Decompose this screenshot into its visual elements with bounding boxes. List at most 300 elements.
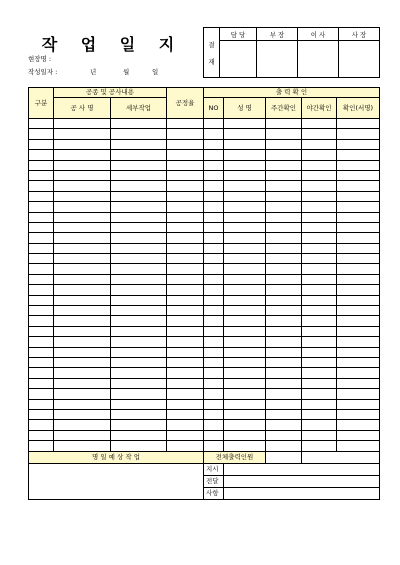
table-cell[interactable] bbox=[266, 129, 302, 139]
table-cell[interactable] bbox=[224, 420, 266, 430]
table-cell[interactable] bbox=[224, 285, 266, 295]
table-cell[interactable] bbox=[29, 139, 54, 149]
table-cell[interactable] bbox=[54, 139, 111, 149]
table-cell[interactable] bbox=[54, 378, 111, 388]
table-cell[interactable] bbox=[54, 430, 111, 440]
table-cell[interactable] bbox=[266, 420, 302, 430]
table-cell[interactable] bbox=[111, 160, 167, 170]
table-cell[interactable] bbox=[167, 368, 204, 378]
table-cell[interactable] bbox=[302, 181, 337, 191]
table-cell[interactable] bbox=[29, 441, 54, 451]
table-cell[interactable] bbox=[224, 378, 266, 388]
table-cell[interactable] bbox=[54, 129, 111, 139]
table-cell[interactable] bbox=[224, 316, 266, 326]
table-cell[interactable] bbox=[266, 222, 302, 232]
table-cell[interactable] bbox=[111, 129, 167, 139]
table-cell[interactable] bbox=[302, 191, 337, 201]
notes-line[interactable] bbox=[224, 475, 380, 487]
table-cell[interactable] bbox=[337, 441, 380, 451]
table-cell[interactable] bbox=[224, 254, 266, 264]
table-cell[interactable] bbox=[167, 285, 204, 295]
table-cell[interactable] bbox=[302, 306, 337, 316]
table-cell[interactable] bbox=[204, 389, 224, 399]
table-cell[interactable] bbox=[29, 254, 54, 264]
table-cell[interactable] bbox=[302, 399, 337, 409]
table-row bbox=[29, 441, 380, 451]
footer-blank[interactable] bbox=[302, 451, 380, 463]
table-cell[interactable] bbox=[266, 441, 302, 451]
table-cell[interactable] bbox=[337, 264, 380, 274]
table-cell[interactable] bbox=[266, 295, 302, 305]
table-cell[interactable] bbox=[167, 399, 204, 409]
table-cell[interactable] bbox=[167, 212, 204, 222]
approval-sign-cell[interactable] bbox=[257, 41, 298, 78]
table-cell[interactable] bbox=[266, 274, 302, 284]
table-cell[interactable] bbox=[302, 389, 337, 399]
table-cell[interactable] bbox=[167, 202, 204, 212]
table-cell[interactable] bbox=[224, 368, 266, 378]
table-cell[interactable] bbox=[204, 326, 224, 336]
table-cell[interactable] bbox=[204, 222, 224, 232]
table-cell[interactable] bbox=[167, 441, 204, 451]
table-cell[interactable] bbox=[266, 233, 302, 243]
table-cell[interactable] bbox=[204, 368, 224, 378]
table-cell[interactable] bbox=[224, 243, 266, 253]
table-cell[interactable] bbox=[337, 368, 380, 378]
table-cell[interactable] bbox=[224, 295, 266, 305]
table-cell[interactable] bbox=[29, 409, 54, 419]
table-cell[interactable] bbox=[111, 409, 167, 419]
table-cell[interactable] bbox=[111, 285, 167, 295]
table-cell[interactable] bbox=[204, 295, 224, 305]
table-cell[interactable] bbox=[337, 254, 380, 264]
table-cell[interactable] bbox=[29, 337, 54, 347]
table-cell[interactable] bbox=[29, 430, 54, 440]
table-cell[interactable] bbox=[29, 368, 54, 378]
table-cell[interactable] bbox=[29, 150, 54, 160]
table-cell[interactable] bbox=[204, 399, 224, 409]
table-cell[interactable] bbox=[54, 399, 111, 409]
table-cell[interactable] bbox=[204, 420, 224, 430]
table-cell[interactable] bbox=[302, 347, 337, 357]
table-cell[interactable] bbox=[204, 337, 224, 347]
table-cell[interactable] bbox=[29, 357, 54, 367]
table-cell[interactable] bbox=[337, 295, 380, 305]
table-cell[interactable] bbox=[266, 430, 302, 440]
table-cell[interactable] bbox=[111, 264, 167, 274]
table-cell[interactable] bbox=[204, 139, 224, 149]
approval-sign-cell[interactable] bbox=[220, 41, 257, 78]
table-cell[interactable] bbox=[302, 129, 337, 139]
table-cell[interactable] bbox=[337, 181, 380, 191]
table-cell[interactable] bbox=[54, 357, 111, 367]
table-cell[interactable] bbox=[224, 150, 266, 160]
table-cell[interactable] bbox=[29, 326, 54, 336]
table-cell[interactable] bbox=[266, 368, 302, 378]
table-cell[interactable] bbox=[167, 389, 204, 399]
table-cell[interactable] bbox=[29, 191, 54, 201]
table-cell[interactable] bbox=[54, 441, 111, 451]
table-cell[interactable] bbox=[29, 181, 54, 191]
table-cell[interactable] bbox=[111, 119, 167, 129]
table-cell[interactable] bbox=[266, 389, 302, 399]
approval-sign-cell[interactable] bbox=[298, 41, 339, 78]
table-cell[interactable] bbox=[266, 378, 302, 388]
table-cell[interactable] bbox=[337, 409, 380, 419]
table-cell[interactable] bbox=[302, 119, 337, 129]
table-cell[interactable] bbox=[54, 254, 111, 264]
approval-sign-cell[interactable] bbox=[339, 41, 380, 78]
table-cell[interactable] bbox=[167, 274, 204, 284]
table-cell[interactable] bbox=[337, 139, 380, 149]
table-cell[interactable] bbox=[111, 316, 167, 326]
table-cell[interactable] bbox=[167, 337, 204, 347]
table-cell[interactable] bbox=[167, 264, 204, 274]
table-cell[interactable] bbox=[302, 254, 337, 264]
table-cell[interactable] bbox=[111, 347, 167, 357]
table-cell[interactable] bbox=[29, 285, 54, 295]
table-cell[interactable] bbox=[224, 441, 266, 451]
table-cell[interactable] bbox=[111, 306, 167, 316]
table-cell[interactable] bbox=[224, 347, 266, 357]
table-cell[interactable] bbox=[337, 316, 380, 326]
table-cell[interactable] bbox=[29, 160, 54, 170]
table-cell[interactable] bbox=[224, 170, 266, 180]
table-cell[interactable] bbox=[54, 181, 111, 191]
table-cell[interactable] bbox=[204, 170, 224, 180]
table-cell[interactable] bbox=[224, 306, 266, 316]
table-cell[interactable] bbox=[337, 202, 380, 212]
table-cell[interactable] bbox=[167, 430, 204, 440]
table-cell[interactable] bbox=[266, 306, 302, 316]
table-cell[interactable] bbox=[204, 212, 224, 222]
table-cell[interactable] bbox=[302, 337, 337, 347]
table-cell[interactable] bbox=[167, 129, 204, 139]
table-cell[interactable] bbox=[204, 441, 224, 451]
table-cell[interactable] bbox=[337, 129, 380, 139]
notes-line[interactable] bbox=[224, 487, 380, 499]
table-cell[interactable] bbox=[111, 254, 167, 264]
table-cell[interactable] bbox=[204, 181, 224, 191]
table-cell[interactable] bbox=[167, 150, 204, 160]
table-cell[interactable] bbox=[302, 139, 337, 149]
table-cell[interactable] bbox=[29, 264, 54, 274]
table-cell[interactable] bbox=[29, 274, 54, 284]
table-cell[interactable] bbox=[302, 233, 337, 243]
table-cell[interactable] bbox=[111, 295, 167, 305]
table-cell[interactable] bbox=[337, 285, 380, 295]
table-cell[interactable] bbox=[266, 191, 302, 201]
table-cell[interactable] bbox=[54, 119, 111, 129]
table-cell[interactable] bbox=[302, 212, 337, 222]
table-cell[interactable] bbox=[337, 326, 380, 336]
table-cell[interactable] bbox=[266, 326, 302, 336]
table-cell[interactable] bbox=[204, 357, 224, 367]
table-cell[interactable] bbox=[54, 337, 111, 347]
notes-line[interactable] bbox=[224, 463, 380, 475]
table-cell[interactable] bbox=[167, 357, 204, 367]
table-cell[interactable] bbox=[54, 420, 111, 430]
table-cell[interactable] bbox=[111, 337, 167, 347]
table-cell[interactable] bbox=[266, 139, 302, 149]
table-cell[interactable] bbox=[266, 285, 302, 295]
table-cell[interactable] bbox=[111, 222, 167, 232]
table-cell[interactable] bbox=[302, 357, 337, 367]
table-cell[interactable] bbox=[111, 420, 167, 430]
table-cell[interactable] bbox=[224, 264, 266, 274]
table-cell[interactable] bbox=[29, 170, 54, 180]
table-cell[interactable] bbox=[111, 181, 167, 191]
table-cell[interactable] bbox=[167, 243, 204, 253]
table-cell[interactable] bbox=[204, 430, 224, 440]
table-cell[interactable] bbox=[266, 170, 302, 180]
table-cell[interactable] bbox=[337, 150, 380, 160]
table-cell[interactable] bbox=[266, 181, 302, 191]
table-cell[interactable] bbox=[337, 420, 380, 430]
table-cell[interactable] bbox=[29, 129, 54, 139]
table-cell[interactable] bbox=[204, 191, 224, 201]
table-cell[interactable] bbox=[224, 399, 266, 409]
table-cell[interactable] bbox=[337, 212, 380, 222]
table-cell[interactable] bbox=[337, 399, 380, 409]
table-cell[interactable] bbox=[204, 129, 224, 139]
table-cell[interactable] bbox=[111, 441, 167, 451]
table-cell[interactable] bbox=[337, 243, 380, 253]
table-cell[interactable] bbox=[54, 222, 111, 232]
table-cell[interactable] bbox=[167, 316, 204, 326]
table-cell[interactable] bbox=[266, 243, 302, 253]
table-cell[interactable] bbox=[54, 191, 111, 201]
table-cell[interactable] bbox=[302, 264, 337, 274]
table-cell[interactable] bbox=[224, 129, 266, 139]
table-cell[interactable] bbox=[29, 420, 54, 430]
table-cell[interactable] bbox=[111, 233, 167, 243]
table-cell[interactable] bbox=[224, 212, 266, 222]
table-cell[interactable] bbox=[111, 274, 167, 284]
table-cell[interactable] bbox=[266, 409, 302, 419]
table-cell[interactable] bbox=[111, 389, 167, 399]
table-cell[interactable] bbox=[224, 222, 266, 232]
table-cell[interactable] bbox=[302, 274, 337, 284]
table-cell[interactable] bbox=[224, 160, 266, 170]
table-cell[interactable] bbox=[167, 170, 204, 180]
table-cell[interactable] bbox=[167, 181, 204, 191]
table-cell[interactable] bbox=[111, 326, 167, 336]
table-cell[interactable] bbox=[204, 202, 224, 212]
table-cell[interactable] bbox=[204, 306, 224, 316]
table-cell[interactable] bbox=[266, 399, 302, 409]
table-cell[interactable] bbox=[111, 368, 167, 378]
table-cell[interactable] bbox=[266, 316, 302, 326]
table-cell[interactable] bbox=[302, 160, 337, 170]
table-cell[interactable] bbox=[54, 212, 111, 222]
table-cell[interactable] bbox=[204, 160, 224, 170]
table-cell[interactable] bbox=[29, 347, 54, 357]
table-cell[interactable] bbox=[167, 119, 204, 129]
table-cell[interactable] bbox=[204, 150, 224, 160]
table-cell[interactable] bbox=[54, 368, 111, 378]
table-cell[interactable] bbox=[204, 378, 224, 388]
table-cell[interactable] bbox=[337, 306, 380, 316]
table-cell[interactable] bbox=[266, 212, 302, 222]
table-cell[interactable] bbox=[111, 202, 167, 212]
table-cell[interactable] bbox=[224, 274, 266, 284]
table-cell[interactable] bbox=[29, 306, 54, 316]
table-cell[interactable] bbox=[29, 233, 54, 243]
table-cell[interactable] bbox=[266, 337, 302, 347]
table-cell[interactable] bbox=[204, 274, 224, 284]
table-cell[interactable] bbox=[111, 150, 167, 160]
table-cell[interactable] bbox=[167, 378, 204, 388]
table-cell[interactable] bbox=[302, 150, 337, 160]
table-cell[interactable] bbox=[29, 399, 54, 409]
table-cell[interactable] bbox=[29, 316, 54, 326]
table-cell[interactable] bbox=[337, 389, 380, 399]
table-cell[interactable] bbox=[54, 389, 111, 399]
table-cell[interactable] bbox=[167, 139, 204, 149]
table-cell[interactable] bbox=[54, 160, 111, 170]
table-cell[interactable] bbox=[167, 222, 204, 232]
table-cell[interactable] bbox=[266, 202, 302, 212]
table-cell[interactable] bbox=[29, 119, 54, 129]
table-cell[interactable] bbox=[302, 420, 337, 430]
table-cell[interactable] bbox=[266, 119, 302, 129]
table-cell[interactable] bbox=[302, 295, 337, 305]
table-cell[interactable] bbox=[29, 378, 54, 388]
table-cell[interactable] bbox=[224, 357, 266, 367]
table-cell[interactable] bbox=[111, 243, 167, 253]
table-cell[interactable] bbox=[266, 347, 302, 357]
table-cell[interactable] bbox=[204, 243, 224, 253]
table-cell[interactable] bbox=[302, 243, 337, 253]
table-cell[interactable] bbox=[204, 119, 224, 129]
table-cell[interactable] bbox=[167, 420, 204, 430]
table-cell[interactable] bbox=[167, 191, 204, 201]
table-cell[interactable] bbox=[54, 202, 111, 212]
table-cell[interactable] bbox=[302, 441, 337, 451]
table-cell[interactable] bbox=[29, 389, 54, 399]
table-cell[interactable] bbox=[167, 347, 204, 357]
table-cell[interactable] bbox=[337, 170, 380, 180]
table-cell[interactable] bbox=[337, 222, 380, 232]
table-cell[interactable] bbox=[224, 337, 266, 347]
table-cell[interactable] bbox=[266, 264, 302, 274]
table-cell[interactable] bbox=[167, 326, 204, 336]
table-cell[interactable] bbox=[224, 233, 266, 243]
table-row bbox=[29, 430, 380, 440]
table-cell[interactable] bbox=[337, 430, 380, 440]
table-cell[interactable] bbox=[337, 233, 380, 243]
table-cell[interactable] bbox=[167, 254, 204, 264]
table-cell[interactable] bbox=[29, 243, 54, 253]
table-cell[interactable] bbox=[266, 150, 302, 160]
table-cell[interactable] bbox=[54, 274, 111, 284]
table-cell[interactable] bbox=[204, 233, 224, 243]
table-cell[interactable] bbox=[29, 212, 54, 222]
table-cell[interactable] bbox=[204, 347, 224, 357]
table-cell[interactable] bbox=[337, 160, 380, 170]
table-cell[interactable] bbox=[337, 347, 380, 357]
table-cell[interactable] bbox=[204, 316, 224, 326]
table-cell[interactable] bbox=[111, 430, 167, 440]
next-day-plan-area[interactable] bbox=[29, 463, 204, 499]
table-cell[interactable] bbox=[204, 285, 224, 295]
table-cell[interactable] bbox=[337, 337, 380, 347]
table-cell[interactable] bbox=[224, 409, 266, 419]
table-cell[interactable] bbox=[266, 254, 302, 264]
table-cell[interactable] bbox=[54, 285, 111, 295]
table-cell[interactable] bbox=[54, 326, 111, 336]
table-cell[interactable] bbox=[54, 243, 111, 253]
table-cell[interactable] bbox=[302, 430, 337, 440]
table-cell[interactable] bbox=[224, 326, 266, 336]
table-cell[interactable] bbox=[266, 160, 302, 170]
table-cell[interactable] bbox=[302, 326, 337, 336]
table-cell[interactable] bbox=[54, 295, 111, 305]
table-cell[interactable] bbox=[111, 139, 167, 149]
table-cell[interactable] bbox=[54, 233, 111, 243]
table-cell[interactable] bbox=[167, 409, 204, 419]
table-cell[interactable] bbox=[337, 274, 380, 284]
table-cell[interactable] bbox=[111, 357, 167, 367]
table-cell[interactable] bbox=[111, 399, 167, 409]
table-cell[interactable] bbox=[54, 150, 111, 160]
table-cell[interactable] bbox=[224, 202, 266, 212]
table-cell[interactable] bbox=[54, 306, 111, 316]
table-cell[interactable] bbox=[266, 357, 302, 367]
table-cell[interactable] bbox=[111, 378, 167, 388]
table-cell[interactable] bbox=[167, 306, 204, 316]
table-cell[interactable] bbox=[204, 254, 224, 264]
table-cell[interactable] bbox=[337, 119, 380, 129]
table-cell[interactable] bbox=[302, 316, 337, 326]
table-cell[interactable] bbox=[29, 202, 54, 212]
table-cell[interactable] bbox=[54, 347, 111, 357]
table-cell[interactable] bbox=[204, 264, 224, 274]
table-cell[interactable] bbox=[167, 295, 204, 305]
table-cell[interactable] bbox=[302, 202, 337, 212]
table-cell[interactable] bbox=[54, 264, 111, 274]
table-cell[interactable] bbox=[224, 389, 266, 399]
table-cell[interactable] bbox=[54, 316, 111, 326]
total-attendance-value[interactable] bbox=[266, 451, 302, 463]
table-cell[interactable] bbox=[224, 191, 266, 201]
table-cell[interactable] bbox=[224, 119, 266, 129]
table-cell[interactable] bbox=[302, 378, 337, 388]
table-cell[interactable] bbox=[204, 409, 224, 419]
table-cell[interactable] bbox=[302, 285, 337, 295]
table-cell[interactable] bbox=[54, 409, 111, 419]
table-cell[interactable] bbox=[167, 160, 204, 170]
table-cell[interactable] bbox=[224, 139, 266, 149]
table-cell[interactable] bbox=[111, 212, 167, 222]
table-cell[interactable] bbox=[337, 191, 380, 201]
table-cell[interactable] bbox=[54, 170, 111, 180]
table-cell[interactable] bbox=[224, 181, 266, 191]
table-cell[interactable] bbox=[111, 170, 167, 180]
table-cell[interactable] bbox=[224, 430, 266, 440]
table-cell[interactable] bbox=[302, 222, 337, 232]
table-cell[interactable] bbox=[302, 409, 337, 419]
table-cell[interactable] bbox=[302, 368, 337, 378]
table-cell[interactable] bbox=[337, 357, 380, 367]
table-cell[interactable] bbox=[337, 378, 380, 388]
table-cell[interactable] bbox=[302, 170, 337, 180]
table-cell[interactable] bbox=[29, 222, 54, 232]
table-cell[interactable] bbox=[111, 191, 167, 201]
table-cell[interactable] bbox=[29, 295, 54, 305]
table-cell[interactable] bbox=[167, 233, 204, 243]
